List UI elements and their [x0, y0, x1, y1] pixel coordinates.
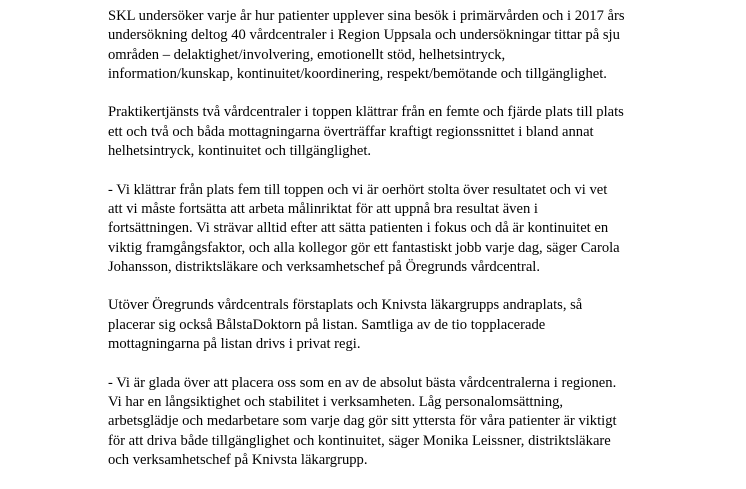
text-line: Praktikertjänsts två vårdcentraler i toppen klättrar från en femte och fjärde plats till plats: [108, 104, 624, 121]
text-line: fortsättningen. Vi strävar alltid efter att sätta patienten i fokus och då är kontinuitet en: [108, 220, 609, 237]
text-line: viktig framgångsfaktor, och alla kollegor gör ett fantastiskt jobb varje dag, säger Carola: [108, 239, 620, 256]
text-line: helhetsintryck, kontinuitet och tillgänglighet.: [108, 143, 372, 160]
text-line: och verksamhetschef på Knivsta läkargrupp.: [108, 451, 368, 468]
text-line: SKL undersöker varje år hur patienter upplever sina besök i primärvården och i 2017 års: [108, 8, 625, 24]
text-line: placerar sig också BålstaDoktorn på listan. Samtliga av de tio topplacerade: [108, 316, 546, 333]
text-line: Vi har en långsiktighet och stabilitet i verksamheten. Låg personalomsättning,: [108, 393, 564, 410]
paragraph-quote-monika: [108, 374, 648, 470]
paragraph-intro: [108, 7, 648, 84]
article-body: [108, 7, 648, 489]
text-line: information/kunskap, kontinuitet/koordinering, respekt/bemötande och tillgänglighet.: [108, 65, 607, 82]
text-line: - Vi klättrar från plats fem till toppen och vi är oerhört stolta över resultatet och vi vet: [108, 181, 608, 198]
text-line: områden – delaktighet/involvering, emotionellt stöd, helhetsintryck,: [108, 46, 506, 63]
text-line: arbetsglädje och medarbetare som varje dag gör sitt yttersta för våra patienter är viktigt: [108, 413, 617, 430]
text-line: Johansson, distriktsläkare och verksamhetschef på Öregrunds vårdcentral.: [108, 258, 540, 275]
text-line: för att driva både tillgänglighet och kontinuitet, säger Monika Leissner, distriktsläkare: [108, 432, 611, 449]
text-line: Utöver Öregrunds vårdcentrals förstaplats och Knivsta läkargrupps andraplats, så: [108, 297, 583, 314]
paragraph-ranking: [108, 103, 648, 161]
paragraph-list: [108, 296, 648, 354]
paragraph-quote-carola: [108, 181, 648, 277]
text-line: ett och två och båda mottagningarna överträffar kraftigt regionssnittet i bland annat: [108, 123, 594, 140]
text-line: mottagningarna på listan drivs i privat regi.: [108, 336, 361, 353]
text-line: att vi måste fortsätta att arbeta målinriktat för att uppnå bra resultat även i: [108, 200, 538, 217]
text-line: undersökning deltog 40 vårdcentraler i Region Uppsala och undersökningar tittar på sju: [108, 27, 620, 44]
text-line: - Vi är glada över att placera oss som en av de absolut bästa vårdcentralerna i regionen.: [108, 374, 617, 391]
